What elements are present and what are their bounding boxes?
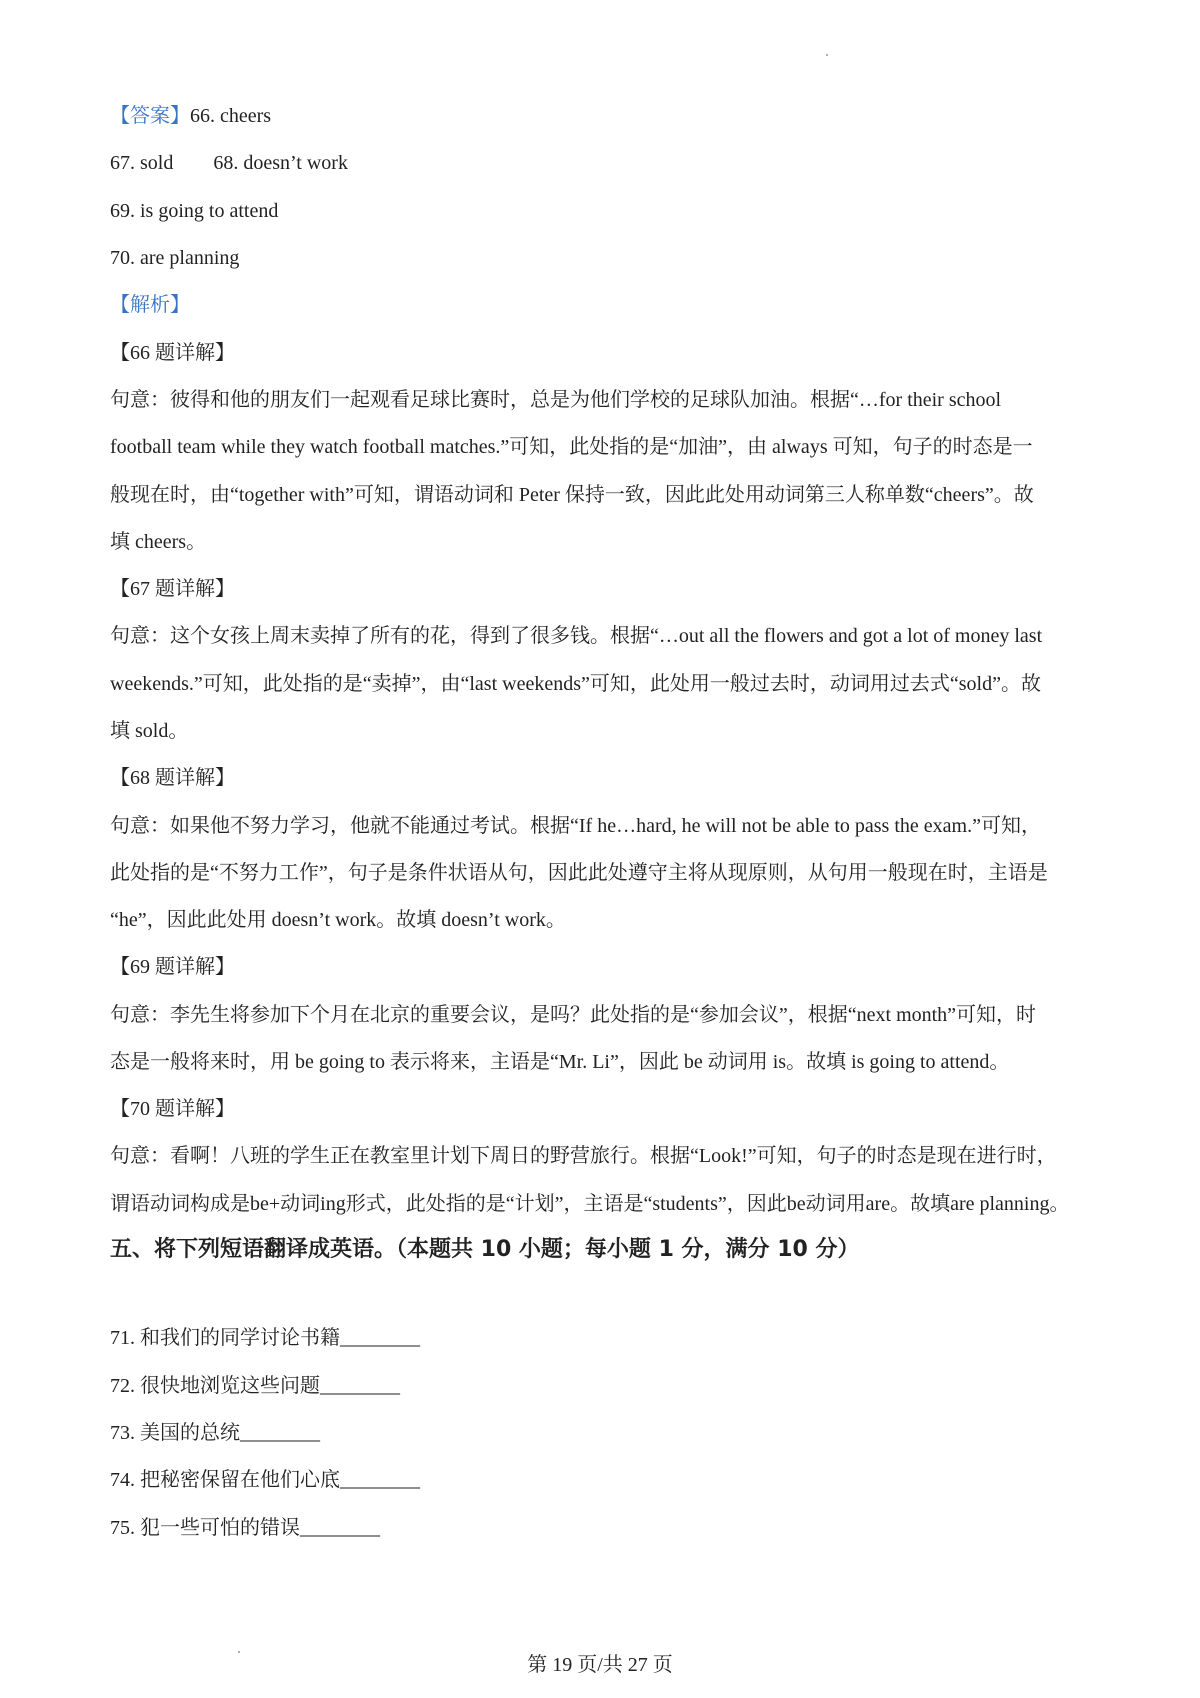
- detail-title-68: 【68 题详解】: [110, 767, 235, 789]
- question-71: 71. 和我们的同学讨论书籍________: [110, 1327, 420, 1349]
- answer-line-66: [110, 103, 1100, 129]
- answer-67: 67. sold: [110, 152, 174, 174]
- detail-70-line-2: 谓语动词构成是be+动词ing形式，此处指的是“计划”，主语是“students”，因此be动词用are。故填are planning。: [110, 1193, 1070, 1215]
- answer-66: 66. cheers: [190, 105, 272, 127]
- answer-line-67-68: [110, 150, 1100, 176]
- analysis-label: 【解析】: [110, 294, 190, 316]
- detail-title-69: 【69 题详解】: [110, 956, 235, 978]
- question-74: 74. 把秘密保留在他们心底________: [110, 1469, 420, 1491]
- question-73: 73. 美国的总统________: [110, 1422, 320, 1444]
- answer-label: 【答案】: [110, 105, 190, 127]
- detail-69-line-2: 态是一般将来时，用 be going to 表示将来，主语是“Mr. Li”，因此 be 动词用 is。故填 is going to attend。: [110, 1051, 1010, 1073]
- detail-67-line-3: 填 sold。: [110, 720, 189, 742]
- detail-68-line-1: 句意：如果他不努力学习，他就不能通过考试。根据“If he…hard, he will not be able to pass the exam.”可知，: [110, 815, 1041, 837]
- detail-68-line-2: 此处指的是“不努力工作”，句子是条件状语从句，因此此处遵守主将从现原则，从句用一般现在时，主语是: [110, 862, 1048, 884]
- answer-70: 70. are planning: [110, 247, 240, 269]
- detail-66-line-4: 填 cheers。: [110, 531, 207, 553]
- detail-69-line-1: 句意：李先生将参加下个月在北京的重要会议，是吗？此处指的是“参加会议”，根据“next month”可知，时: [110, 1004, 1037, 1026]
- answer-69: 69. is going to attend: [110, 200, 279, 222]
- detail-title-66: 【66 题详解】: [110, 342, 235, 364]
- detail-70-line-1: 句意：看啊！八班的学生正在教室里计划下周日的野营旅行。根据“Look!”可知，句子的时态是现在进行时，: [110, 1145, 1057, 1167]
- question-72: 72. 很快地浏览这些问题________: [110, 1375, 400, 1397]
- section-5-heading: 五、将下列短语翻译成英语。（本题共 10 小题；每小题 1 分，满分 10 分）: [110, 1237, 860, 1262]
- answer-68: 68. doesn’t work: [213, 152, 348, 174]
- detail-67-line-1: 句意：这个女孩上周末卖掉了所有的花，得到了很多钱。根据“…out all the flowers and got a lot of money last: [110, 625, 1043, 647]
- detail-66-line-3: 般现在时，由“together with”可知，谓语动词和 Peter 保持一致，因此此处用动词第三人称单数“cheers”。故: [110, 484, 1034, 506]
- question-75: 75. 犯一些可怕的错误________: [110, 1517, 380, 1539]
- detail-66-line-2: football team while they watch football matches.”可知，此处指的是“加油”，由 always 可知，句子的时态是一: [110, 436, 1033, 458]
- scan-speck: [826, 54, 828, 56]
- page-footer: 第 19 页/共 27 页: [527, 1654, 673, 1676]
- detail-title-67: 【67 题详解】: [110, 578, 235, 600]
- detail-title-70: 【70 题详解】: [110, 1098, 235, 1120]
- detail-68-line-3: “he”，因此此处用 doesn’t work。故填 doesn’t work。: [110, 909, 566, 931]
- detail-66-line-1: 句意：彼得和他的朋友们一起观看足球比赛时，总是为他们学校的足球队加油。根据“…for their school: [110, 389, 1002, 411]
- detail-67-line-2: weekends.”可知，此处指的是“卖掉”，由“last weekends”可知，此处用一般过去时，动词用过去式“sold”。故: [110, 673, 1041, 695]
